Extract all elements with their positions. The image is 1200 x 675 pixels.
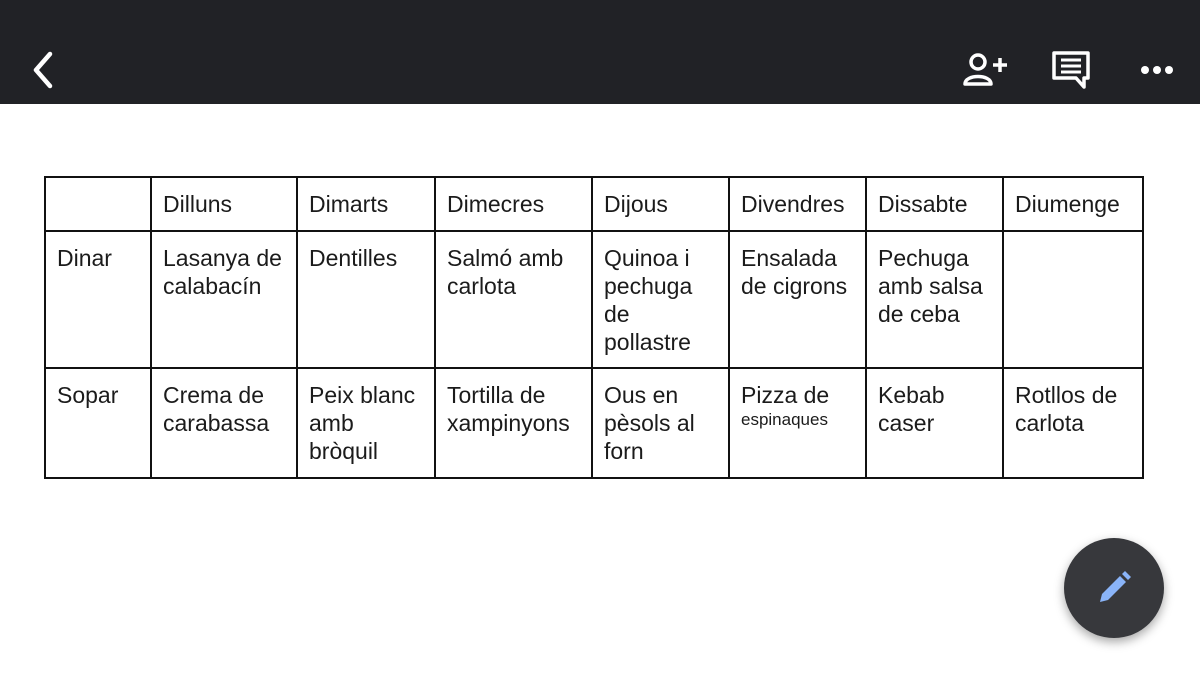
column-header-diumenge[interactable]: Diumenge xyxy=(1003,177,1143,231)
table-cell[interactable]: Quinoa i pechuga de pollastre xyxy=(592,231,729,368)
column-header-dissabte[interactable]: Dissabte xyxy=(866,177,1003,231)
edit-fab-button[interactable] xyxy=(1064,538,1164,638)
comment-icon xyxy=(1051,50,1091,90)
table-cell[interactable]: Ensalada de cigrons xyxy=(729,231,866,368)
table-cell[interactable]: Kebab caser xyxy=(866,368,1003,478)
column-header-divendres[interactable]: Divendres xyxy=(729,177,866,231)
table-cell[interactable]: Ous en pèsols al forn xyxy=(592,368,729,478)
pencil-edit-icon xyxy=(1094,568,1134,608)
weekly-menu-table xyxy=(44,176,1144,479)
cell-small-text: espinaques xyxy=(741,410,828,429)
comments-button[interactable] xyxy=(1046,44,1096,96)
table-cell[interactable]: Peix blanc amb bròquil xyxy=(297,368,435,478)
table-cell[interactable]: Pechuga amb salsa de ceba xyxy=(866,231,1003,368)
table-header-row xyxy=(45,177,1143,231)
share-add-person-button[interactable] xyxy=(958,44,1012,96)
table-cell[interactable]: Lasanya de calabacín xyxy=(151,231,297,368)
person-add-icon xyxy=(962,52,1008,88)
table-cell[interactable] xyxy=(1003,231,1143,368)
table-cell[interactable]: Rotllos de carlota xyxy=(1003,368,1143,478)
row-header-sopar[interactable]: Sopar xyxy=(45,368,151,478)
back-button[interactable] xyxy=(18,44,68,96)
more-horizontal-icon xyxy=(1140,65,1174,75)
top-toolbar xyxy=(0,0,1200,104)
table-cell[interactable]: Crema de carabassa xyxy=(151,368,297,478)
table-cell[interactable] xyxy=(729,368,866,478)
table-cell[interactable]: Tortilla de xampinyons xyxy=(435,368,592,478)
table-cell[interactable]: Dentilles xyxy=(297,231,435,368)
table-row-sopar xyxy=(45,368,1143,478)
more-options-button[interactable] xyxy=(1132,44,1182,96)
table-corner-cell[interactable] xyxy=(45,177,151,231)
row-header-dinar[interactable]: Dinar xyxy=(45,231,151,368)
column-header-dimarts[interactable]: Dimarts xyxy=(297,177,435,231)
table-cell[interactable]: Salmó amb carlota xyxy=(435,231,592,368)
column-header-dijous[interactable]: Dijous xyxy=(592,177,729,231)
column-header-dimecres[interactable]: Dimecres xyxy=(435,177,592,231)
table-row-dinar xyxy=(45,231,1143,368)
column-header-dilluns[interactable]: Dilluns xyxy=(151,177,297,231)
cell-text: Pizza de xyxy=(741,382,830,408)
chevron-left-icon xyxy=(28,50,58,90)
